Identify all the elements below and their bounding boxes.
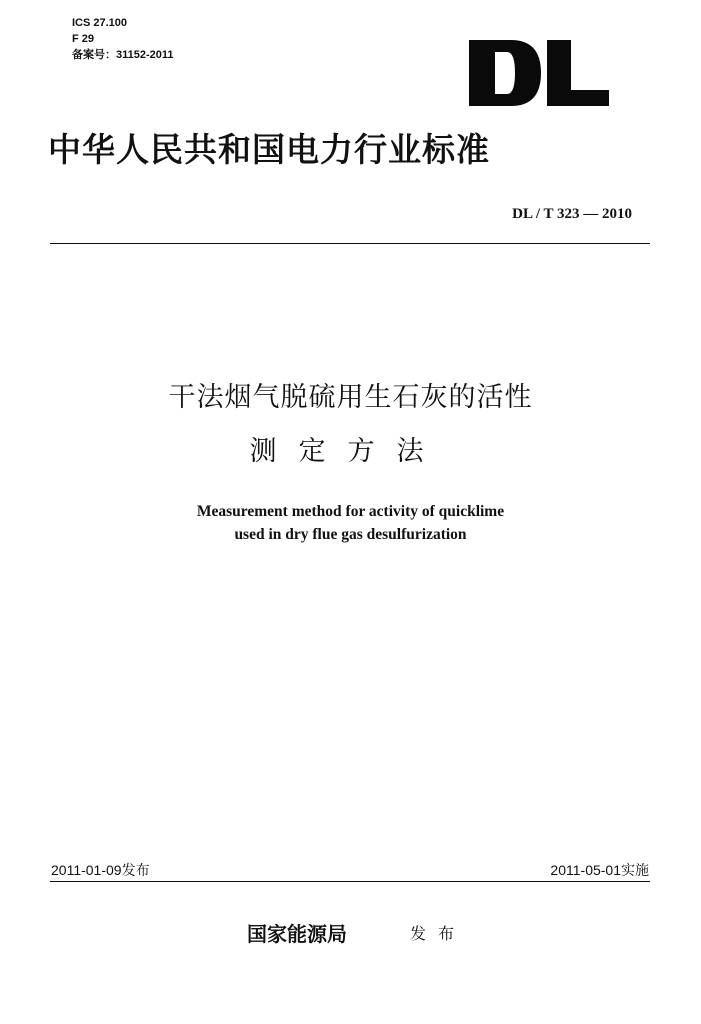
issuing-verb: 发布: [410, 924, 467, 943]
record-number: 备案号：31152-2011: [72, 49, 174, 61]
category-code: F 29: [72, 33, 95, 45]
footer-divider: [50, 881, 650, 882]
title-english-line-1: Measurement method for activity of quicklime: [196, 503, 505, 520]
dl-logo: [465, 38, 611, 108]
title-english-line-2: used in dry flue gas desulfurization: [234, 526, 467, 543]
title-chinese-line-2: 测定方法: [249, 436, 446, 467]
publish-date: 2011-01-09发布: [51, 862, 150, 878]
title-chinese-line-1: 干法烟气脱硫用生石灰的活性: [168, 382, 533, 413]
standard-series-title: 中华人民共和国电力行业标准: [48, 130, 490, 169]
title-english: [0, 500, 701, 546]
effective-date: 2011-05-01实施: [550, 862, 649, 878]
issuing-authority: 国家能源局: [247, 922, 347, 946]
ics-code: ICS 27.100: [72, 17, 128, 29]
standard-number: DL / T 323 — 2010: [512, 206, 632, 222]
dl-logo-letter-l: [547, 40, 609, 106]
header-divider: [50, 243, 650, 244]
document-meta: [72, 15, 174, 63]
dl-logo-letter-d: [469, 40, 541, 106]
